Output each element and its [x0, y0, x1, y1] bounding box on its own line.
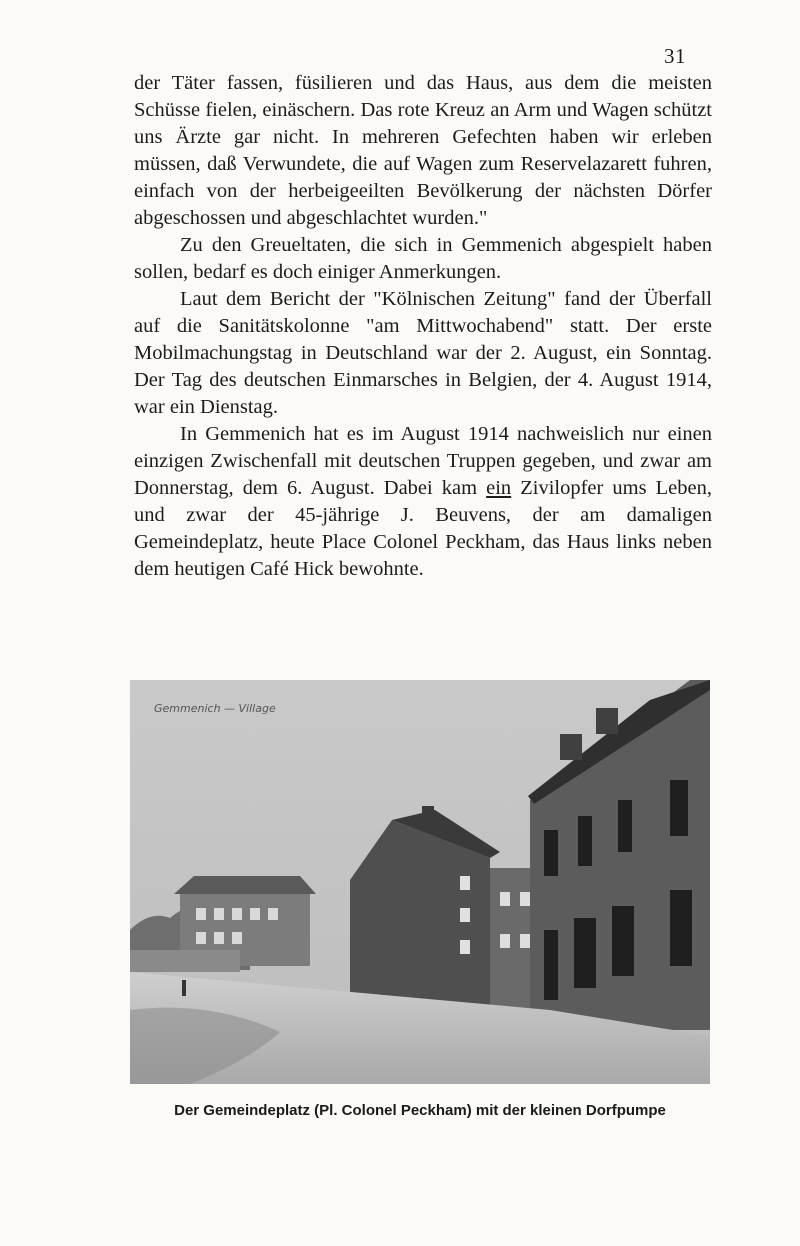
figure-caption: Der Gemeindeplatz (Pl. Colonel Peckham) mit der kleinen Dorfpumpe	[174, 1102, 666, 1119]
paragraph-incident-part2: Zivilopfer ums Leben, und zwar der 45-jährige J. Beuvens, der am damaligen Gemeindeplatz, heute Place Colonel Peckham, das Haus links neben dem heutigen Café Hick bewohnte.	[134, 477, 712, 580]
paragraph-incident-part1: In Gemmenich hat es im August 1914 nachweislich nur einen einzigen Zwischenfall mit deutschen Truppen gegeben, und zwar am Donnerstag, dem 6. August. Dabei kam	[134, 423, 712, 499]
village-square-image	[130, 680, 710, 1084]
body-text	[134, 70, 712, 583]
paragraph-quote-end: der Täter fassen, füsilieren und das Haus, aus dem die meisten Schüsse fielen, einäschern. Das rote Kreuz an Arm und Wagen schützt uns Ärzte gar nicht. In mehreren Gefechten haben wir erleben müssen, daß Verwundete, die auf Wagen zum Reservelazarett fuhren, einfach von der herbeigeeilten Bevölkerung der nächsten Dörfer abgeschossen und abgeschlachtet wurden."	[134, 72, 712, 229]
paragraph-dates: Laut dem Bericht der "Kölnischen Zeitung" fand der Überfall auf die Sanitätskolonne "am Mittwochabend" statt. Der erste Mobilmachungstag in Deutschland war der 2. August, ein Sonntag. Der Tag des deutschen Einmarsches in Belgien, der 4. August 1914, war ein Dienstag.	[134, 288, 712, 418]
historic-photo	[130, 680, 710, 1084]
underlined-word: ein	[486, 477, 512, 499]
page-number: 31	[664, 44, 686, 68]
paragraph-incident	[134, 421, 712, 583]
photo-inscription: Gemmenich — Village	[154, 702, 276, 715]
paragraph-remarks: Zu den Greueltaten, die sich in Gemmenich abgespielt haben sollen, bedarf es doch einiger Anmerkungen.	[134, 234, 712, 283]
